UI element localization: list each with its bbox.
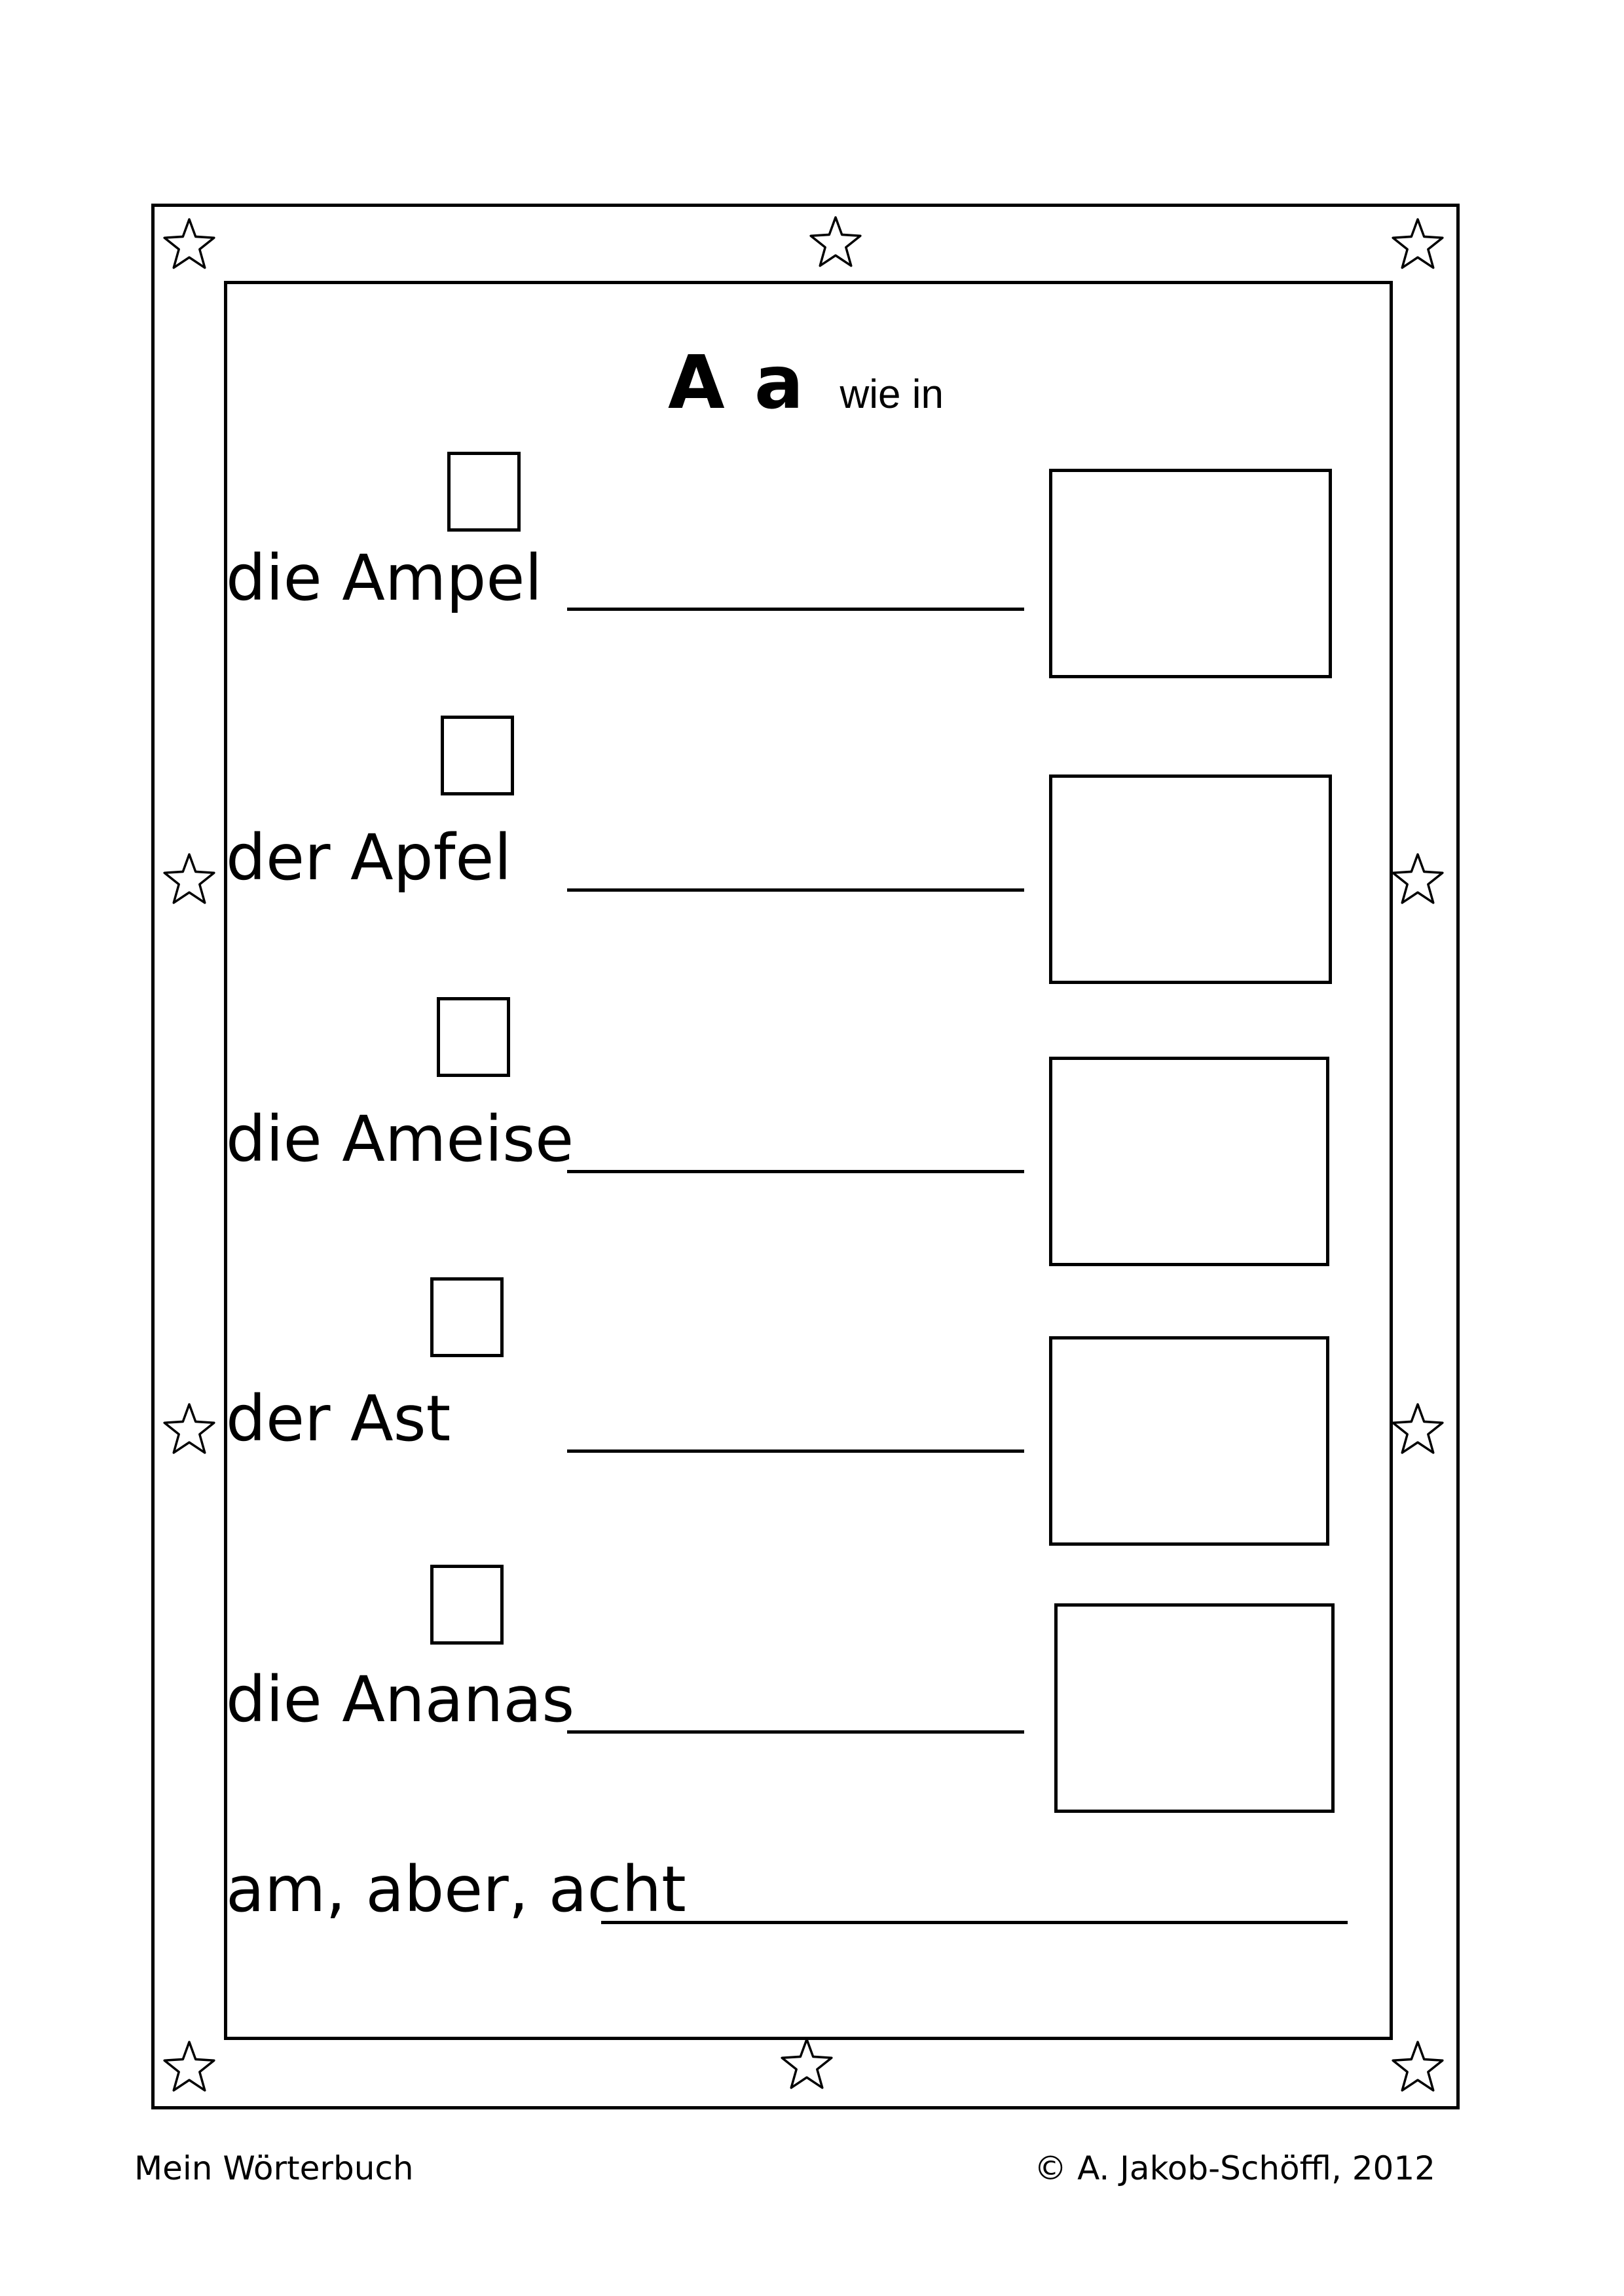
star-icon: [1389, 215, 1447, 272]
footer-left: Mein Wörterbuch: [134, 2149, 414, 2187]
letter-upper: A: [668, 340, 725, 426]
word-label: der Ast: [226, 1382, 451, 1455]
writing-line-long[interactable]: [601, 1921, 1348, 1924]
writing-line[interactable]: [567, 888, 1024, 892]
writing-line[interactable]: [567, 1449, 1024, 1453]
sound-checkbox[interactable]: [441, 716, 514, 795]
word-label: die Ameise: [226, 1102, 574, 1176]
star-icon: [1389, 850, 1447, 907]
sound-checkbox[interactable]: [437, 997, 510, 1077]
picture-box[interactable]: [1049, 469, 1332, 678]
picture-box[interactable]: [1054, 1603, 1335, 1813]
writing-line[interactable]: [567, 1730, 1024, 1734]
star-icon: [1389, 2037, 1447, 2095]
picture-box[interactable]: [1049, 774, 1332, 984]
title-caption: wie in: [840, 372, 944, 417]
star-icon: [1389, 1400, 1447, 1457]
star-icon: [160, 1400, 218, 1457]
word-label: die Ananas: [226, 1663, 575, 1736]
word-label: die Ampel: [226, 541, 543, 615]
footer-copyright: © A. Jakob-Schöffl, 2012: [1034, 2149, 1435, 2187]
star-icon: [160, 850, 218, 907]
picture-box[interactable]: [1049, 1336, 1329, 1546]
star-icon: [778, 2035, 836, 2092]
extra-words: am, aber, acht: [226, 1853, 686, 1926]
page-title: [668, 340, 944, 426]
letter-lower: a: [754, 340, 804, 426]
picture-box[interactable]: [1049, 1057, 1329, 1266]
sound-checkbox[interactable]: [430, 1565, 504, 1645]
star-icon: [160, 2037, 218, 2095]
star-icon: [160, 215, 218, 272]
word-label: der Apfel: [226, 821, 512, 894]
writing-line[interactable]: [567, 608, 1024, 611]
sound-checkbox[interactable]: [447, 452, 521, 532]
sound-checkbox[interactable]: [430, 1277, 504, 1357]
writing-line[interactable]: [567, 1170, 1024, 1173]
star-icon: [807, 213, 864, 270]
